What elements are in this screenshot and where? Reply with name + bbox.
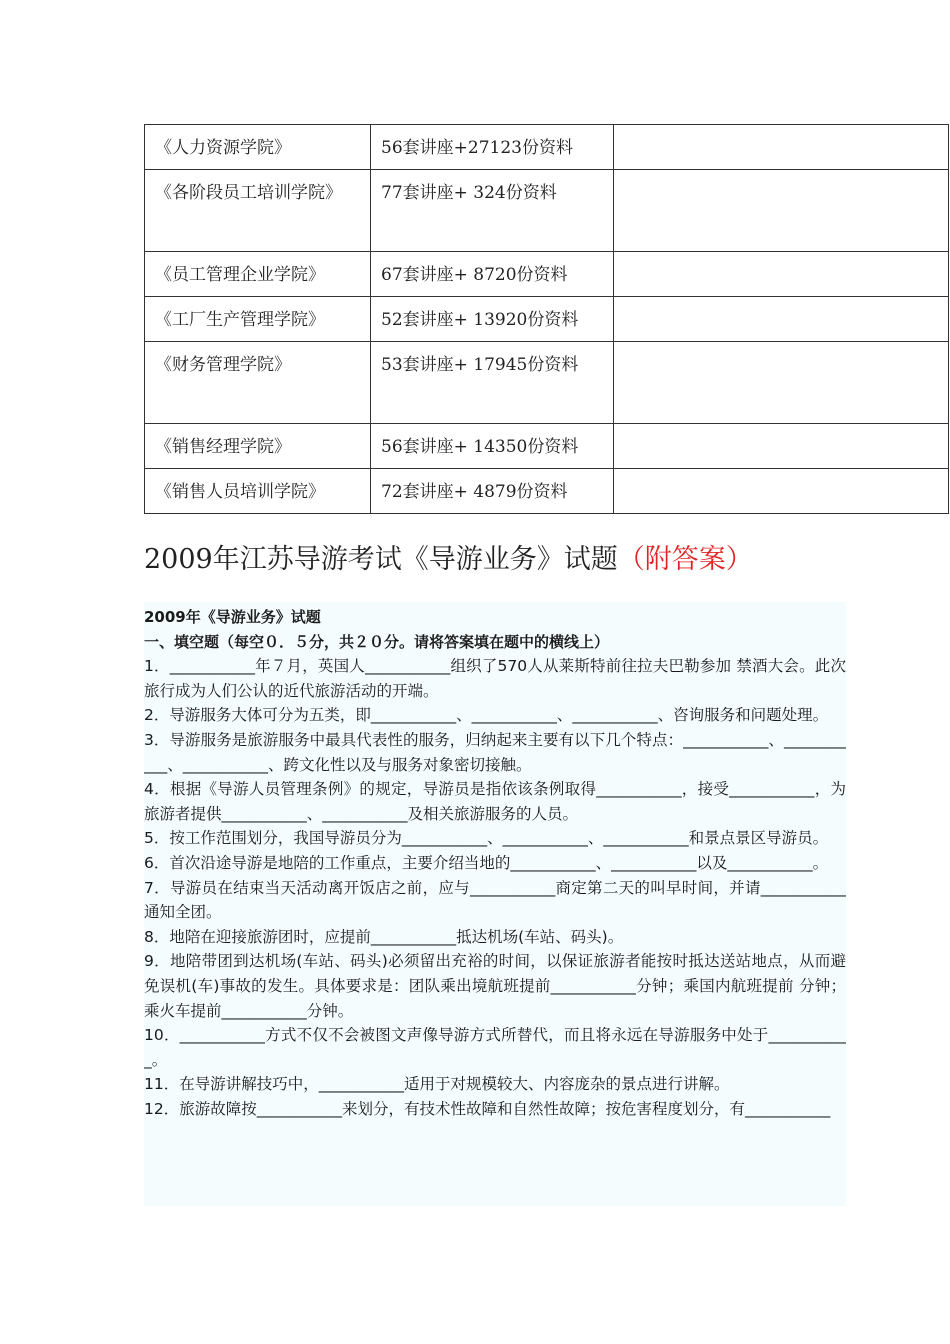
course-catalog-table [144, 124, 949, 514]
course-note [614, 469, 949, 514]
course-note [614, 125, 949, 170]
exam-heading: 2009年《导游业务》试题 [144, 608, 321, 626]
question-item: 5．按工作范围划分，我国导游员分为___________、___________、___________和景点景区导游员。 [144, 829, 829, 848]
course-note [614, 424, 949, 469]
course-note [614, 170, 949, 252]
table-row [145, 297, 949, 342]
question-item: 3．导游服务是旅游服务中最具代表性的服务，归纳起来主要有以下几个特点：___________、___________、___________、跨文化性以及与服务对象密切接触。 [144, 730, 846, 774]
course-content: 53套讲座+ 17945份资料 [371, 342, 614, 424]
question-item: 10．___________方式不仅不会被图文声像导游方式所替代，而且将永远在导游服务中处于___________。 [144, 1026, 846, 1069]
course-note [614, 252, 949, 297]
table-row [145, 125, 949, 170]
table-row [145, 469, 949, 514]
question-item: 2．导游服务大体可分为五类，即___________、___________、___________、咨询服务和问题处理。 [144, 706, 829, 725]
table-row [145, 170, 949, 252]
course-content: 56套讲座+ 14350份资料 [371, 424, 614, 469]
course-name: 《销售经理学院》 [145, 424, 371, 469]
course-name: 《销售人员培训学院》 [145, 469, 371, 514]
course-content: 72套讲座+ 4879份资料 [371, 469, 614, 514]
table-row [145, 342, 949, 424]
question-item: 1．___________年７月，英国人___________组织了570人从莱斯特前往拉夫巴勒参加 禁酒大会。此次旅行成为人们公认的近代旅游活动的开端。 [144, 657, 846, 700]
exam-content [144, 602, 846, 1206]
question-item: 7．导游员在结束当天活动离开饭店之前，应与___________商定第二天的叫早时间，并请___________通知全团。 [144, 878, 846, 922]
table-row [145, 252, 949, 297]
course-name: 《员工管理企业学院》 [145, 252, 371, 297]
course-name: 《工厂生产管理学院》 [145, 297, 371, 342]
course-content: 56套讲座+27123份资料 [371, 125, 614, 170]
course-content: 77套讲座+ 324份资料 [371, 170, 614, 252]
course-name: 《财务管理学院》 [145, 342, 371, 424]
course-note [614, 342, 949, 424]
question-item: 6．首次沿途导游是地陪的工作重点，主要介绍当地的___________、___________以及___________。 [144, 853, 829, 872]
document-title-main: 2009年江苏导游考试《导游业务》试题 [144, 544, 618, 575]
course-content: 52套讲座+ 13920份资料 [371, 297, 614, 342]
question-item: 12．旅游故障按___________来划分，有技术性故障和自然性故障；按危害程度划分，有___________ [144, 1099, 831, 1118]
course-note [614, 297, 949, 342]
question-item: 9．地陪带团到达机场(车站、码头)必须留出充裕的时间，以保证旅游者能按时抵达送站地点，从而避免误机(车)事故的发生。具体要求是：团队乘出境航班提前___________分钟；乘国内航班提前 分钟；乘火车提前___________分钟。 [144, 952, 846, 1020]
document-title [144, 537, 753, 576]
section-title: 一、填空题（每空０．５分，共２０分。请将答案填在题中的横线上） [144, 632, 610, 651]
table-row [145, 424, 949, 469]
course-name: 《人力资源学院》 [145, 125, 371, 170]
question-item: 4．根据《导游人员管理条例》的规定，导游员是指依该条例取得___________，接受___________，为旅游者提供___________、___________及相关旅游服务的人员。 [144, 780, 846, 823]
question-item: 8．地陪在迎接旅游团时，应提前___________抵达机场(车站、码头)。 [144, 927, 624, 946]
question-item: 11．在导游讲解技巧中，___________适用于对规模较大、内容庞杂的景点进行讲解。 [144, 1075, 730, 1094]
document-title-accent: （附答案） [617, 544, 753, 575]
course-content: 67套讲座+ 8720份资料 [371, 252, 614, 297]
course-name: 《各阶段员工培训学院》 [145, 170, 371, 252]
